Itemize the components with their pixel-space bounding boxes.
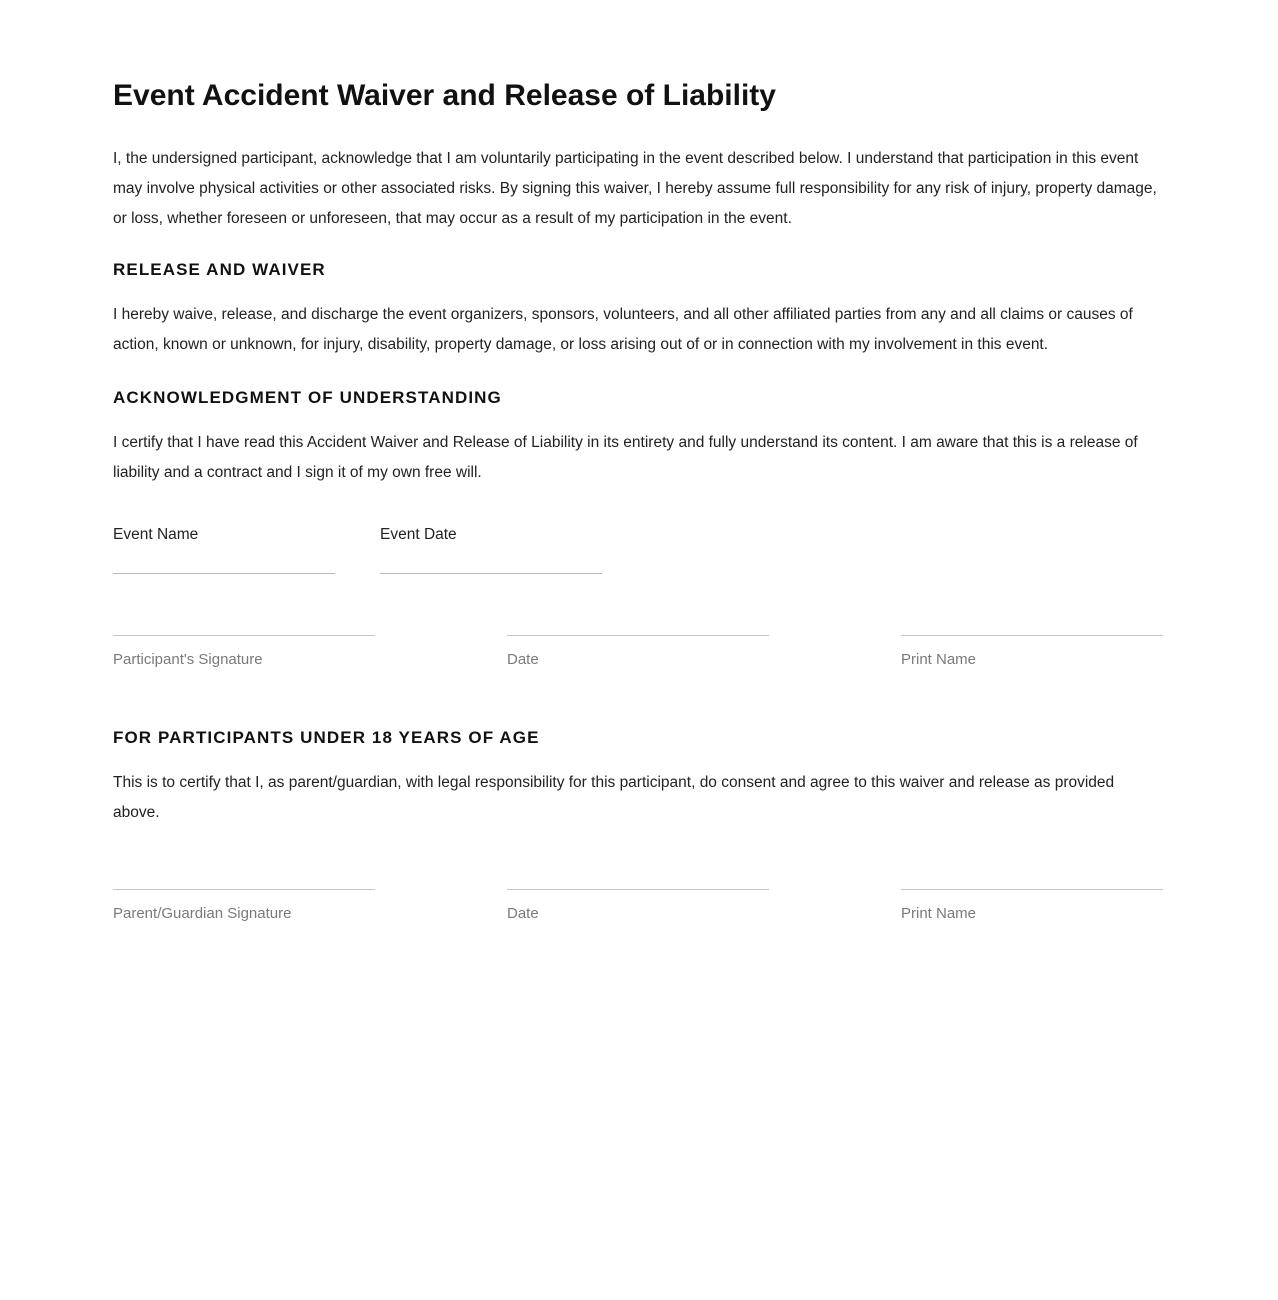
event-name-input-line[interactable] [113, 572, 335, 574]
guardian-date-line[interactable] [507, 888, 769, 890]
participant-print-name-label: Print Name [901, 651, 977, 668]
section-body-release-and-waiver: I hereby waive, release, and discharge the event organizers, sponsors, volunteers, and all other affiliated parties from any and all claims or causes of action, known or unknown, for injury, disability, property damage, or loss arising out of or in connection with my involvement in this event. [113, 306, 1133, 353]
guardian-row-spacer-1 [375, 888, 507, 924]
guardian-signature-line[interactable] [113, 888, 375, 890]
guardian-print-name-line[interactable] [901, 888, 1163, 890]
participant-signature-line[interactable] [113, 634, 375, 636]
guardian-signature-row [113, 888, 1165, 924]
participant-date-field[interactable] [507, 634, 769, 670]
participant-print-name-line[interactable] [901, 634, 1163, 636]
event-date-label: Event Date [380, 526, 457, 543]
event-name-field[interactable] [113, 524, 335, 574]
intro-paragraph: I, the undersigned participant, acknowledge that I am voluntarily participating in the event described below. I understand that participation in this event may involve physical activities or other associated risks. By signing this waiver, I hereby assume full responsibility for any risk of injury, property damage, or loss, whether foreseen or unforeseen, that may occur as a result of my participation in the event. [113, 150, 1157, 227]
participant-signature-row [113, 634, 1165, 670]
participant-signature-field[interactable] [113, 634, 375, 670]
section-release-and-waiver [113, 260, 1165, 360]
section-body-acknowledgment-of-understanding: I certify that I have read this Accident Waiver and Release of Liability in its entirety and fully understand its content. I am aware that this is a release of liability and a contract and I sign it of my own free will. [113, 434, 1138, 481]
event-date-field[interactable] [380, 524, 602, 574]
participant-date-label: Date [507, 651, 539, 668]
guardian-print-name-label: Print Name [901, 905, 977, 922]
guardian-row-spacer-2 [769, 888, 901, 924]
event-date-input-line[interactable] [380, 572, 602, 574]
participant-print-name-field[interactable] [901, 634, 1163, 670]
section-under-18 [113, 728, 1165, 828]
section-acknowledgment-of-understanding [113, 388, 1165, 488]
event-fields-row [113, 524, 1165, 574]
guardian-print-name-field[interactable] [901, 888, 1163, 924]
guardian-signature-label: Parent/Guardian Signature [113, 905, 292, 922]
guardian-date-field[interactable] [507, 888, 769, 924]
section-body-under-18: This is to certify that I, as parent/guardian, with legal responsibility for this participant, do consent and agree to this waiver and release as provided above. [113, 774, 1115, 821]
guardian-signature-field[interactable] [113, 888, 375, 924]
participant-date-line[interactable] [507, 634, 769, 636]
signature-row-spacer-1 [375, 634, 507, 670]
page-title: Event Accident Waiver and Release of Liability [113, 79, 776, 112]
guardian-date-label: Date [507, 905, 539, 922]
event-name-label: Event Name [113, 526, 199, 543]
participant-signature-label: Participant's Signature [113, 651, 263, 668]
section-heading-under-18: FOR PARTICIPANTS UNDER 18 YEARS OF AGE [113, 728, 540, 747]
section-heading-acknowledgment-of-understanding: ACKNOWLEDGMENT OF UNDERSTANDING [113, 388, 502, 407]
signature-row-spacer-2 [769, 634, 901, 670]
section-heading-release-and-waiver: RELEASE AND WAIVER [113, 260, 326, 279]
